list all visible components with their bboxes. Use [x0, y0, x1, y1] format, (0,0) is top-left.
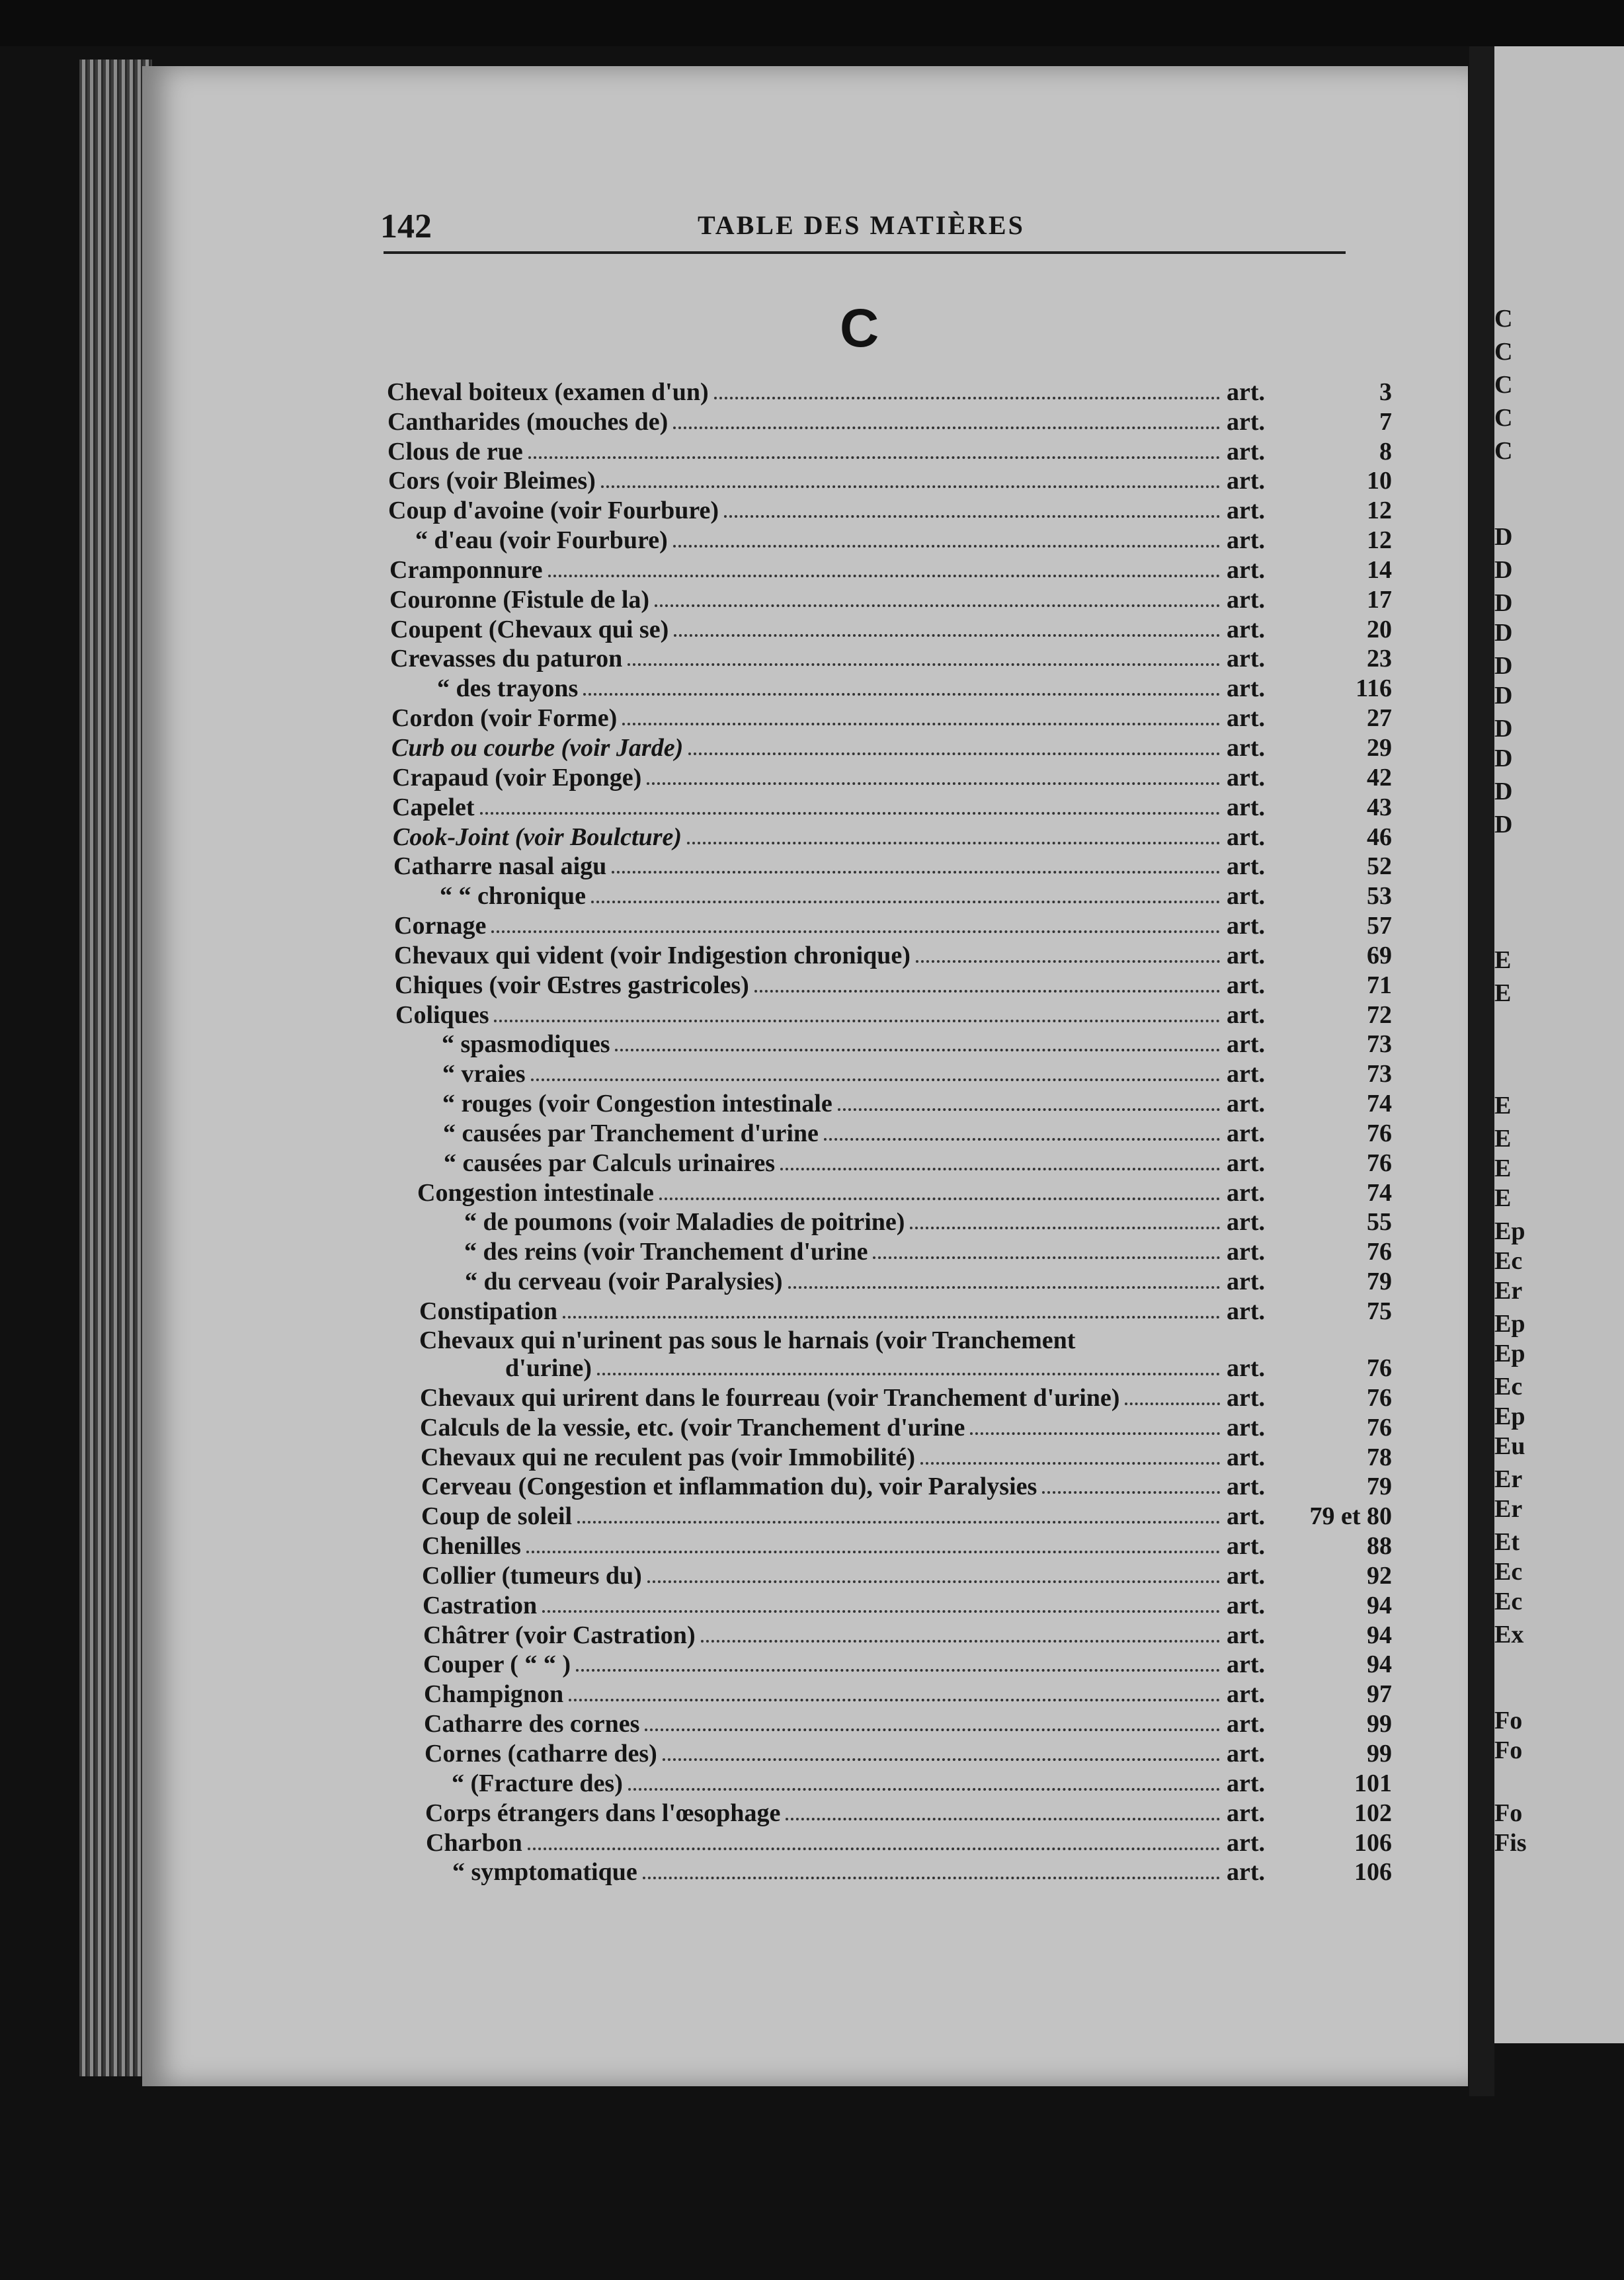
book-gutter: [1469, 46, 1494, 2096]
index-entry: [405, 1768, 1405, 1798]
dot-leader: [687, 842, 1220, 844]
adjacent-page-fragment: Er: [1494, 1277, 1523, 1305]
entry-art: art.: [1227, 823, 1266, 851]
entry-art: art.: [1227, 1532, 1266, 1561]
entry-label: Coup d'avoine (voir Fourbure): [388, 497, 719, 525]
dot-leader: [542, 1610, 1220, 1613]
index-entry: [395, 970, 1405, 1000]
entry-number: 14: [1367, 555, 1392, 584]
dot-leader: [920, 1462, 1220, 1465]
entry-art: art.: [1227, 437, 1266, 466]
dot-leader: [494, 1020, 1220, 1022]
index-entry: [393, 822, 1405, 852]
dot-leader: [480, 812, 1220, 815]
adjacent-page-fragment: Fis: [1494, 1829, 1527, 1857]
entry-art: art.: [1227, 733, 1266, 762]
dot-leader: [701, 1640, 1220, 1643]
entry-art: art.: [1227, 1383, 1266, 1412]
adjacent-page-fragment: Ep: [1494, 1310, 1525, 1338]
entry-number: 102: [1354, 1799, 1392, 1827]
dot-leader: [688, 753, 1220, 755]
entry-number: 92: [1367, 1561, 1392, 1590]
index-entry: [387, 377, 1405, 407]
index-entry: [403, 1590, 1405, 1620]
entry-label: “ des reins (voir Tranchement d'urine: [464, 1238, 868, 1266]
entry-number: 53: [1367, 882, 1392, 911]
entry-art: art.: [1227, 1473, 1266, 1501]
entry-label: Charbon: [426, 1828, 522, 1857]
entry-art: art.: [1227, 1030, 1266, 1059]
dot-leader: [577, 1521, 1220, 1524]
adjacent-page-fragment: Ec: [1494, 1247, 1523, 1275]
entry-number: 42: [1367, 763, 1392, 792]
entry-art: art.: [1227, 1354, 1266, 1382]
entry-number: 76: [1367, 1413, 1392, 1442]
entry-number: 74: [1367, 1090, 1392, 1118]
entry-art: art.: [1227, 1799, 1266, 1827]
entry-label: Cerveau (Congestion et inflammation du), voir Paralysies: [421, 1473, 1037, 1501]
entry-art: art.: [1227, 912, 1266, 940]
entry-art: art.: [1227, 1739, 1266, 1768]
entry-label: Chenilles: [422, 1532, 521, 1561]
entry-label: “ du cerveau (voir Paralysies): [465, 1268, 783, 1296]
entry-label: “ causées par Tranchement d'urine: [443, 1119, 819, 1147]
entry-label: Constipation: [419, 1297, 558, 1325]
entry-number: 116: [1356, 674, 1392, 703]
index-entry: [391, 703, 1405, 733]
dot-leader: [663, 1758, 1220, 1761]
index-entry: [404, 1709, 1405, 1738]
header-rule: [384, 251, 1346, 254]
entry-number: 10: [1367, 467, 1392, 495]
entry-art: art.: [1227, 1149, 1266, 1177]
adjacent-page-fragment: D: [1494, 745, 1513, 772]
dot-leader: [1042, 1491, 1220, 1494]
entry-label: “ “ chronique: [440, 882, 587, 911]
entry-art: art.: [1227, 1858, 1266, 1887]
index-entry: [404, 1679, 1405, 1709]
entry-label: Chevaux qui vident (voir Indigestion chronique): [394, 941, 911, 969]
adjacent-page-fragment: D: [1494, 589, 1513, 617]
dot-leader: [780, 1168, 1220, 1170]
entry-label: Couronne (Fistule de la): [389, 585, 650, 614]
entry-number: 76: [1367, 1354, 1392, 1382]
index-entry: [389, 585, 1405, 614]
entry-number: 79: [1367, 1268, 1392, 1296]
adjacent-page-fragment: C: [1494, 305, 1513, 333]
index-entry: [403, 1620, 1405, 1650]
entry-number: 74: [1367, 1178, 1392, 1207]
entry-art: art.: [1227, 407, 1266, 436]
entry-number: 55: [1367, 1208, 1392, 1237]
index-entry: [394, 940, 1405, 970]
dot-leader: [628, 663, 1220, 666]
entry-number: 8: [1379, 437, 1392, 466]
entry-art: art.: [1227, 1710, 1266, 1738]
entry-label: Chevaux qui ne reculent pas (voir Immobilité): [421, 1443, 916, 1471]
dot-leader: [548, 575, 1220, 577]
entry-number: 79 et 80: [1309, 1502, 1392, 1531]
entry-label: Cordon (voir Forme): [391, 704, 618, 733]
dot-leader: [576, 1669, 1220, 1672]
entry-art: art.: [1227, 1561, 1266, 1590]
index-entry: [396, 1059, 1405, 1088]
entry-art: art.: [1227, 793, 1266, 821]
dot-leader: [673, 545, 1220, 548]
entry-number: 94: [1367, 1621, 1392, 1649]
adjacent-page-fragment: D: [1494, 811, 1513, 838]
entry-art: art.: [1227, 1119, 1266, 1147]
entry-art: art.: [1227, 1413, 1266, 1442]
dot-leader: [647, 782, 1220, 785]
entry-number: 57: [1367, 912, 1392, 940]
entry-label: Cramponnure: [389, 555, 543, 584]
entry-art: art.: [1227, 1502, 1266, 1531]
adjacent-page: [1494, 46, 1624, 2043]
entry-art: art.: [1227, 704, 1266, 733]
entry-label: Cantharides (mouches de): [387, 407, 669, 436]
entry-label: Crapaud (voir Eponge): [392, 763, 642, 792]
adjacent-page-fragment: Ec: [1494, 1588, 1523, 1615]
entry-label: Corps étrangers dans l'œsophage: [425, 1799, 781, 1827]
dot-leader: [824, 1138, 1220, 1141]
index-entry: [395, 1030, 1405, 1059]
adjacent-page-fragment: E: [1494, 1125, 1512, 1153]
entry-label: Chiques (voir Œstres gastricoles): [395, 971, 749, 999]
adjacent-page-fragment: D: [1494, 556, 1513, 584]
dot-leader: [873, 1256, 1220, 1259]
index-entries: [387, 377, 1405, 1887]
entry-number: 99: [1367, 1710, 1392, 1738]
index-entry: [399, 1296, 1405, 1326]
index-entry: [402, 1531, 1405, 1561]
entry-number: 101: [1354, 1769, 1392, 1797]
adjacent-page-fragment: E: [1494, 946, 1512, 974]
entry-number: 76: [1367, 1383, 1392, 1412]
dot-leader: [786, 1818, 1220, 1820]
entry-art: art.: [1227, 585, 1266, 614]
dot-leader: [591, 901, 1220, 903]
index-entry: [399, 1326, 1405, 1383]
index-entry: [394, 911, 1405, 940]
entry-number: 73: [1367, 1030, 1392, 1059]
entry-number: 79: [1367, 1473, 1392, 1501]
index-entry: [390, 644, 1405, 674]
entry-label: “ vraies: [442, 1060, 526, 1088]
entry-number: 17: [1367, 585, 1392, 614]
entry-art: art.: [1227, 1621, 1266, 1649]
entry-label: Curb ou courbe (voir Jarde): [391, 733, 684, 762]
entry-art: art.: [1227, 1591, 1266, 1619]
entry-number: 75: [1367, 1297, 1392, 1325]
entry-label: “ de poumons (voir Maladies de poitrine): [464, 1208, 905, 1237]
index-entry: [403, 1650, 1405, 1680]
entry-number: 72: [1367, 1000, 1392, 1029]
entry-number: 20: [1367, 615, 1392, 643]
dot-leader: [528, 1848, 1220, 1850]
adjacent-page-fragment: Ep: [1494, 1340, 1525, 1367]
entry-label-line1: Chevaux qui n'urinent pas sous le harnais (voir Tranchement: [419, 1326, 1076, 1354]
adjacent-page-fragment: C: [1494, 404, 1513, 432]
entry-art: art.: [1227, 645, 1266, 673]
entry-label: Castration: [423, 1591, 538, 1619]
adjacent-page-fragment: D: [1494, 652, 1513, 680]
entry-number: 3: [1379, 378, 1392, 406]
entry-number: 46: [1367, 823, 1392, 851]
dot-leader: [615, 1049, 1220, 1051]
dot-leader: [655, 604, 1220, 607]
entry-art: art.: [1227, 497, 1266, 525]
entry-label: Collier (tumeurs du): [422, 1561, 642, 1590]
entry-art: art.: [1227, 526, 1266, 555]
entry-number: 73: [1367, 1060, 1392, 1088]
index-entry: [387, 436, 1405, 466]
entry-number: 12: [1367, 526, 1392, 555]
index-entry: [397, 1148, 1405, 1178]
index-entry: [388, 495, 1405, 525]
index-entry: [392, 762, 1405, 792]
entry-number: 23: [1367, 645, 1392, 673]
adjacent-page-fragment: Ec: [1494, 1373, 1523, 1401]
entry-label: Coupent (Chevaux qui se): [390, 615, 669, 643]
adjacent-page-fragment: Eu: [1494, 1432, 1525, 1460]
dot-leader: [970, 1432, 1220, 1435]
entry-number: 78: [1367, 1443, 1392, 1471]
entry-art: art.: [1227, 1090, 1266, 1118]
dot-leader: [1125, 1403, 1220, 1405]
dot-leader: [838, 1108, 1220, 1111]
index-entry: [400, 1383, 1405, 1412]
entry-number: 27: [1367, 704, 1392, 733]
adjacent-page-fragment: D: [1494, 778, 1513, 805]
entry-number: 12: [1367, 497, 1392, 525]
entry-number: 106: [1354, 1828, 1392, 1857]
entry-number: 29: [1367, 733, 1392, 762]
entry-label: Couper ( “ “ ): [423, 1650, 571, 1679]
entry-label: Catharre des cornes: [424, 1710, 640, 1738]
entry-art: art.: [1227, 555, 1266, 584]
adjacent-page-fragment: D: [1494, 523, 1513, 551]
index-entry: [398, 1237, 1405, 1266]
index-entry: [401, 1442, 1405, 1472]
entry-number: 7: [1379, 407, 1392, 436]
dot-leader: [628, 1788, 1220, 1791]
entry-art: art.: [1227, 1297, 1266, 1325]
index-entry: [405, 1738, 1405, 1768]
entry-label: “ d'eau (voir Fourbure): [415, 526, 668, 555]
adjacent-page-fragment: C: [1494, 338, 1513, 366]
adjacent-page-fragment: D: [1494, 715, 1513, 743]
running-title: TABLE DES MATIÈRES: [698, 210, 1025, 240]
section-letter: C: [840, 298, 879, 358]
entry-art: art.: [1227, 1238, 1266, 1266]
dot-leader: [659, 1198, 1220, 1200]
entry-art: art.: [1227, 1828, 1266, 1857]
adjacent-page-fragment: Fo: [1494, 1799, 1523, 1827]
entry-label: “ rouges (voir Congestion intestinale: [442, 1090, 832, 1118]
index-entry: [400, 1412, 1405, 1442]
index-entry: [397, 1178, 1405, 1207]
index-entry: [388, 466, 1405, 496]
entry-art: art.: [1227, 1208, 1266, 1237]
entry-number: 106: [1354, 1858, 1392, 1887]
dot-leader: [569, 1699, 1220, 1701]
entry-label: Capelet: [392, 793, 475, 821]
dot-leader: [597, 1373, 1220, 1375]
entry-art: art.: [1227, 971, 1266, 999]
dot-leader: [531, 1079, 1220, 1081]
entry-number: 99: [1367, 1739, 1392, 1768]
entry-number: 76: [1367, 1119, 1392, 1147]
dot-leader: [612, 871, 1220, 874]
entry-number: 76: [1367, 1149, 1392, 1177]
entry-number: 94: [1367, 1591, 1392, 1619]
adjacent-page-fragment: Er: [1494, 1495, 1523, 1523]
entry-art: art.: [1227, 1000, 1266, 1029]
dot-leader: [754, 990, 1220, 993]
entry-art: art.: [1227, 941, 1266, 969]
entry-art: art.: [1227, 1680, 1266, 1709]
dot-leader: [583, 693, 1220, 696]
adjacent-page-fragment: E: [1494, 979, 1512, 1007]
dot-leader: [601, 485, 1220, 488]
index-entry: [401, 1501, 1405, 1531]
adjacent-page-fragment: E: [1494, 1184, 1512, 1212]
index-entry: [405, 1798, 1405, 1828]
adjacent-page-fragment: D: [1494, 619, 1513, 647]
index-entry: [406, 1828, 1405, 1857]
entry-number: 52: [1367, 852, 1392, 881]
entry-art: art.: [1227, 763, 1266, 792]
index-entry: [390, 614, 1405, 644]
entry-number: 69: [1367, 941, 1392, 969]
entry-label: Cornage: [394, 912, 487, 940]
entry-art: art.: [1227, 1178, 1266, 1207]
entry-label: “ causées par Calculs urinaires: [444, 1149, 776, 1177]
dot-leader: [788, 1286, 1220, 1289]
entry-label: “ des trayons: [437, 674, 579, 703]
dot-leader: [724, 515, 1220, 518]
entry-art: art.: [1227, 882, 1266, 911]
dot-leader: [526, 1551, 1220, 1553]
index-entry: [399, 1266, 1405, 1296]
index-entry: [397, 1118, 1405, 1148]
adjacent-page-fragment: C: [1494, 371, 1513, 399]
index-entry: [402, 1561, 1405, 1590]
entry-label: “ spasmodiques: [442, 1030, 610, 1059]
entry-label: Cheval boiteux (examen d'un): [387, 378, 709, 406]
entry-label: Catharre nasal aigu: [393, 852, 607, 881]
entry-label: Calculs de la vessie, etc. (voir Tranchement d'urine: [420, 1413, 965, 1442]
entry-label: Crevasses du paturon: [390, 645, 623, 673]
entry-label: Coup de soleil: [421, 1502, 573, 1531]
adjacent-page-fragment: C: [1494, 437, 1513, 465]
index-entry: [396, 1088, 1405, 1118]
page-stack-edge: [79, 60, 152, 2076]
entry-art: art.: [1227, 674, 1266, 703]
entry-art: art.: [1227, 467, 1266, 495]
index-entry: [395, 1000, 1405, 1030]
entry-label: Cors (voir Bleimes): [388, 467, 596, 495]
dot-leader: [647, 1580, 1220, 1583]
entry-label: Châtrer (voir Castration): [423, 1621, 696, 1649]
adjacent-page-fragment: Fo: [1494, 1707, 1523, 1734]
adjacent-page-fragment: E: [1494, 1155, 1512, 1182]
index-entry: [393, 881, 1405, 911]
adjacent-page-fragment: Er: [1494, 1465, 1523, 1493]
entry-art: art.: [1227, 852, 1266, 881]
entry-art: art.: [1227, 378, 1266, 406]
entry-art: art.: [1227, 1060, 1266, 1088]
dot-leader: [643, 1877, 1220, 1879]
index-entry: [392, 792, 1405, 822]
adjacent-page-fragment: Ex: [1494, 1621, 1524, 1649]
entry-label: Champignon: [424, 1680, 564, 1709]
entry-art: art.: [1227, 615, 1266, 643]
dot-leader: [674, 634, 1220, 637]
dot-leader: [673, 427, 1220, 429]
entry-art: art.: [1227, 1443, 1266, 1471]
entry-art: art.: [1227, 1650, 1266, 1679]
index-entry: [401, 1472, 1405, 1502]
scan-top-border: [0, 0, 1624, 46]
dot-leader: [910, 1227, 1220, 1229]
entry-number: 94: [1367, 1650, 1392, 1679]
entry-label: Coliques: [395, 1000, 489, 1029]
adjacent-page-fragment: Ep: [1494, 1217, 1525, 1245]
entry-number: 71: [1367, 971, 1392, 999]
index-entry: [387, 407, 1405, 436]
dot-leader: [714, 397, 1220, 399]
index-entry: [393, 852, 1405, 881]
entry-label: Clous de rue: [387, 437, 523, 466]
index-entry: [406, 1857, 1405, 1887]
adjacent-page-fragment: Fo: [1494, 1736, 1523, 1764]
entry-label: Cornes (catharre des): [425, 1739, 657, 1768]
adjacent-page-fragment: Ep: [1494, 1403, 1525, 1430]
dot-leader: [916, 960, 1220, 963]
adjacent-page-fragment: D: [1494, 682, 1513, 710]
dot-leader: [491, 930, 1220, 933]
page-number: 142: [380, 208, 432, 245]
entry-number: 97: [1367, 1680, 1392, 1709]
dot-leader: [622, 723, 1220, 725]
entry-label: Congestion intestinale: [417, 1178, 654, 1207]
entry-label: Cook-Joint (voir Boulcture): [393, 823, 682, 851]
entry-number: 88: [1367, 1532, 1392, 1561]
index-entry: [389, 525, 1405, 555]
entry-number: 76: [1367, 1238, 1392, 1266]
index-entry: [389, 555, 1405, 585]
entry-art: art.: [1227, 1769, 1266, 1797]
entry-label: d'urine): [505, 1354, 592, 1382]
entry-art: art.: [1227, 1268, 1266, 1296]
index-entry: [391, 733, 1405, 762]
entry-label: Chevaux qui urirent dans le fourreau (voir Tranchement d'urine): [420, 1383, 1120, 1412]
entry-label: “ (Fracture des): [452, 1769, 623, 1797]
entry-label: “ symptomatique: [452, 1858, 637, 1887]
dot-leader: [563, 1316, 1220, 1319]
index-entry: [391, 673, 1405, 703]
index-entry: [398, 1207, 1405, 1237]
entry-number: 43: [1367, 793, 1392, 821]
dot-leader: [645, 1729, 1220, 1731]
adjacent-page-fragment: Et: [1494, 1528, 1520, 1556]
adjacent-page-fragment: E: [1494, 1092, 1512, 1120]
adjacent-page-fragment: Ec: [1494, 1558, 1523, 1586]
dot-leader: [528, 456, 1220, 459]
